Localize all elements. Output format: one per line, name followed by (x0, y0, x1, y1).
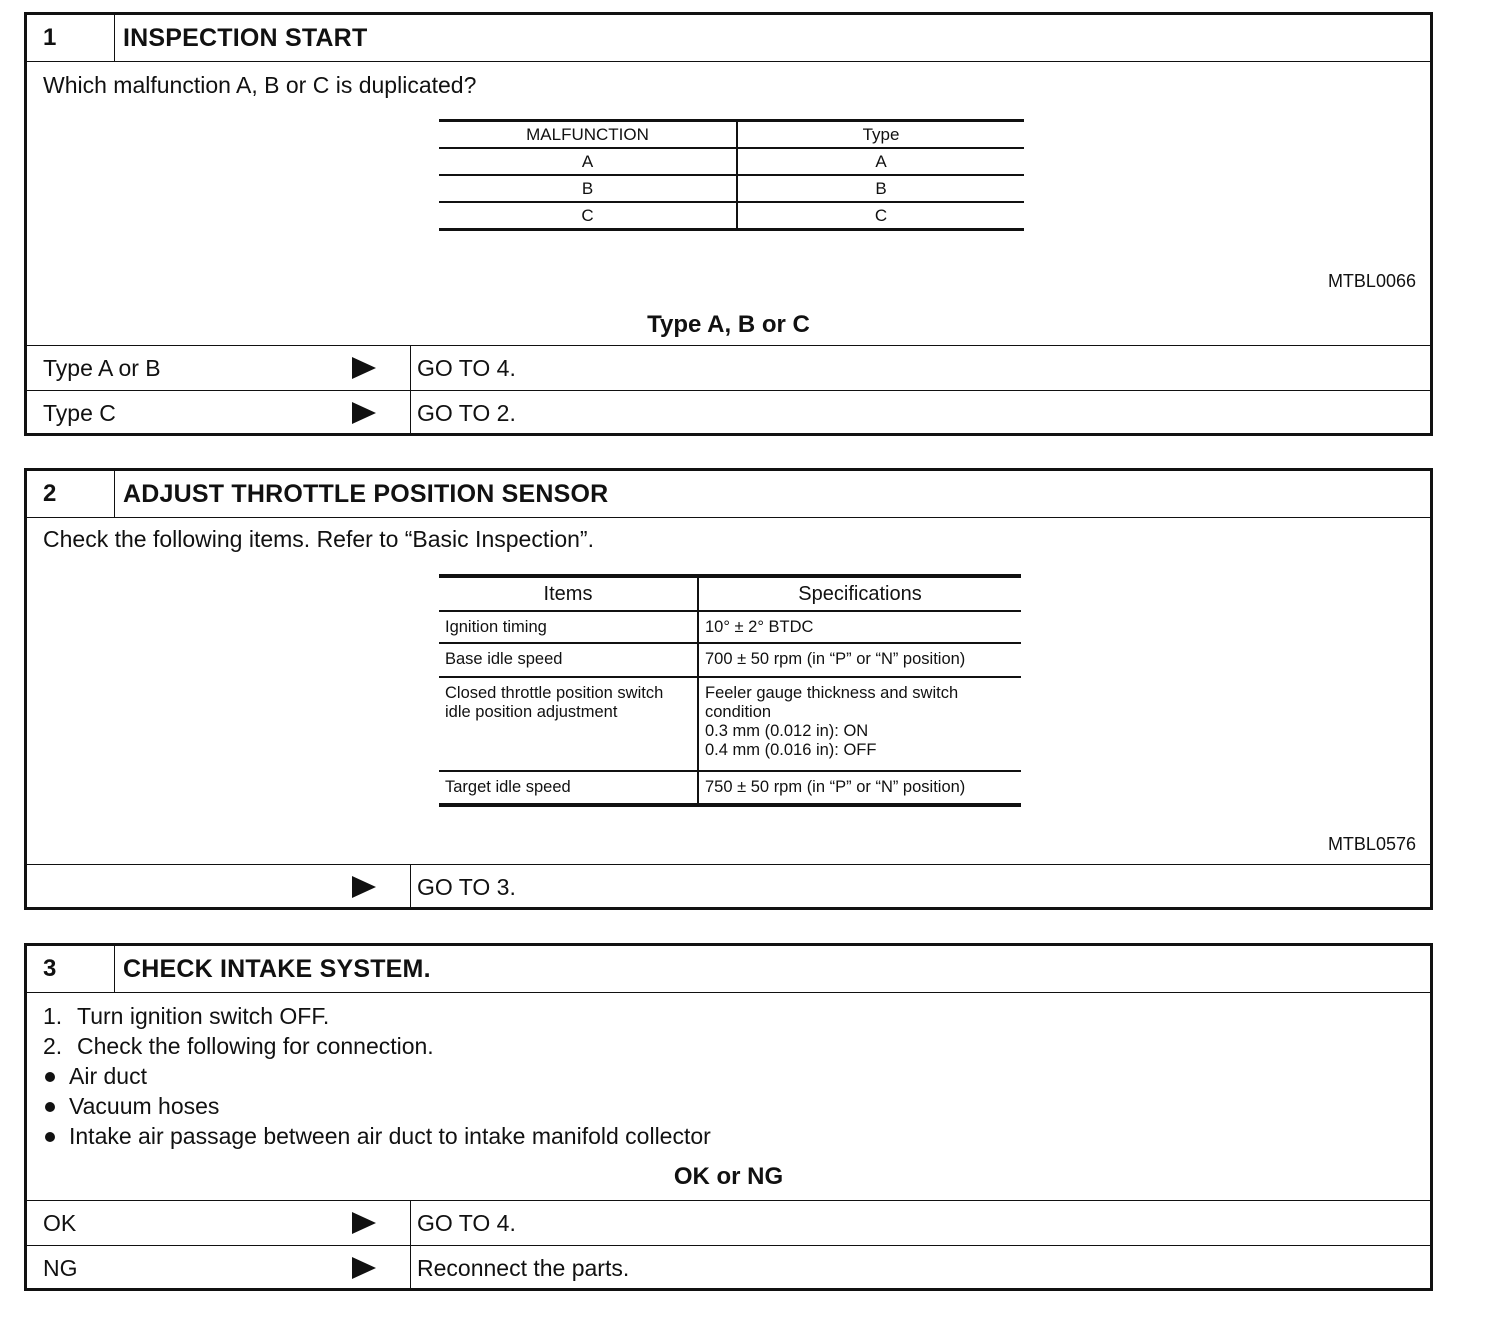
bullet-icon (43, 1091, 69, 1121)
table-header-row (439, 121, 1024, 149)
step-number: 2 (27, 471, 115, 517)
list-item (43, 1001, 711, 1031)
list-item (43, 1031, 711, 1061)
list-text: Check the following for connection. (77, 1033, 434, 1059)
list-item (43, 1091, 711, 1121)
step-1-block (24, 12, 1433, 436)
list-number: 2. (43, 1033, 63, 1059)
branch-result: GO TO 2. (417, 399, 516, 426)
bullet-icon (43, 1121, 69, 1151)
table-row (439, 148, 1024, 175)
table-cell: C (737, 202, 1024, 230)
instruction-list (43, 1001, 711, 1151)
table-cell: Target idle speed (439, 771, 698, 805)
branch-label (27, 391, 411, 435)
step-body (27, 62, 1430, 345)
step-header (27, 471, 1430, 518)
table-row (439, 202, 1024, 230)
step-intro: Check the following items. Refer to “Basic Inspection”. (43, 526, 594, 552)
step-header (27, 15, 1430, 62)
table-row (439, 643, 1021, 677)
list-item (43, 1061, 711, 1091)
branch-label-text: Type C (43, 399, 116, 426)
table-cell: Closed throttle position switch idle position adjustment (439, 677, 698, 771)
step-header (27, 946, 1430, 993)
step-number: 1 (27, 15, 115, 61)
list-text: Air duct (69, 1063, 147, 1089)
list-text: Vacuum hoses (69, 1093, 220, 1119)
malfunction-table (439, 119, 1024, 231)
step-intro: Which malfunction A, B or C is duplicated? (43, 72, 477, 98)
table-header-cell: Type (737, 121, 1024, 149)
table-cell: Ignition timing (439, 611, 698, 643)
branch-label-text: NG (43, 1254, 78, 1281)
branch-row (27, 390, 1430, 435)
table-row (439, 771, 1021, 805)
branch-label (27, 1246, 411, 1290)
step-title: CHECK INTAKE SYSTEM. (123, 954, 431, 983)
table-cell: 750 ± 50 rpm (in “P” or “N” position) (698, 771, 1021, 805)
arrow-right-icon (352, 357, 376, 379)
list-number: 1. (43, 1003, 63, 1029)
branch-label (27, 346, 411, 390)
step-body (27, 993, 1430, 1200)
table-cell: A (439, 148, 737, 175)
branch-label-text: OK (43, 1209, 77, 1236)
step-question: Type A, B or C (647, 311, 810, 338)
branch-result: GO TO 4. (417, 354, 516, 381)
table-cell: C (439, 202, 737, 230)
table-cell: A (737, 148, 1024, 175)
step-title: ADJUST THROTTLE POSITION SENSOR (123, 479, 609, 508)
step-2-block (24, 468, 1433, 910)
branch-result: GO TO 4. (417, 1209, 516, 1236)
table-header-row (439, 576, 1021, 611)
table-cell: Feeler gauge thickness and switch condition 0.3 mm (0.012 in): ON 0.4 mm (0.016 in): OFF (698, 677, 1021, 771)
table-header-cell: MALFUNCTION (439, 121, 737, 149)
branch-label (27, 865, 411, 909)
table-row (439, 175, 1024, 202)
branch-row (27, 1200, 1430, 1245)
list-text: Turn ignition switch OFF. (77, 1003, 330, 1029)
arrow-right-icon (352, 402, 376, 424)
table-cell: B (737, 175, 1024, 202)
table-code: MTBL0576 (1327, 834, 1416, 854)
list-text: Intake air passage between air duct to intake manifold collector (69, 1123, 711, 1149)
specifications-table (439, 574, 1021, 807)
list-item (43, 1121, 711, 1151)
bullet-icon (43, 1061, 69, 1091)
arrow-right-icon (352, 1212, 376, 1234)
step-title: INSPECTION START (123, 23, 368, 52)
table-header-cell: Items (439, 576, 698, 611)
branch-result: GO TO 3. (417, 873, 516, 900)
table-cell: Base idle speed (439, 643, 698, 677)
branch-row (27, 345, 1430, 390)
table-row (439, 677, 1021, 771)
step-question: OK or NG (673, 1163, 784, 1190)
step-body (27, 518, 1430, 864)
table-header-cell: Specifications (698, 576, 1021, 611)
branch-row (27, 864, 1430, 909)
branch-label-text: Type A or B (43, 354, 161, 381)
table-row (439, 611, 1021, 643)
branch-result: Reconnect the parts. (417, 1254, 630, 1281)
branch-row (27, 1245, 1430, 1290)
step-3-block (24, 943, 1433, 1291)
table-code: MTBL0066 (1327, 271, 1416, 291)
step-number: 3 (27, 946, 115, 992)
table-cell: 700 ± 50 rpm (in “P” or “N” position) (698, 643, 1021, 677)
arrow-right-icon (352, 876, 376, 898)
table-cell: B (439, 175, 737, 202)
table-cell: 10° ± 2° BTDC (698, 611, 1021, 643)
arrow-right-icon (352, 1257, 376, 1279)
branch-label (27, 1201, 411, 1245)
